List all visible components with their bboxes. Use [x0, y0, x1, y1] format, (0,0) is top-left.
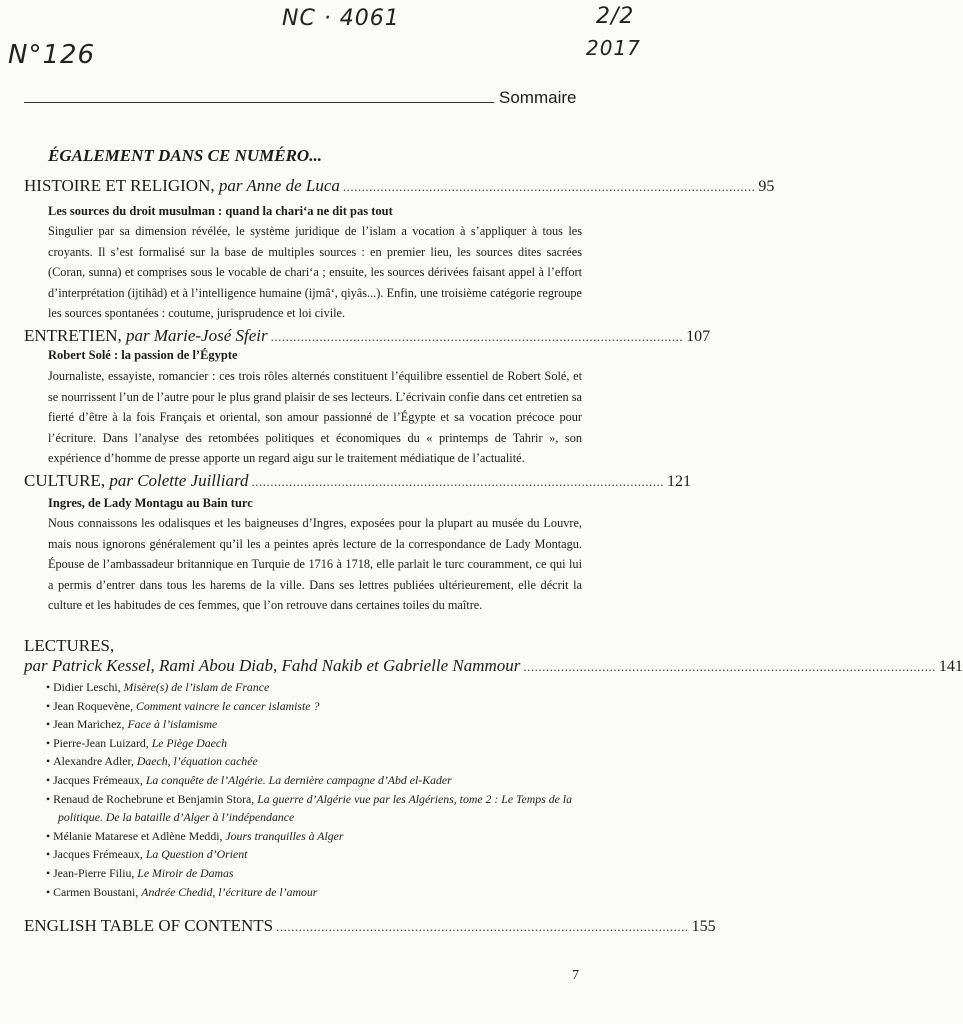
- leader-dots: ..............................................................................................................: [523, 659, 936, 674]
- list-item: • Jean Roquevène, Comment vaincre le cancer islamiste ?: [46, 697, 594, 716]
- article-summary: Journaliste, essayiste, romancier : ces trois rôles alternés constituent l’équilibre essentiel de Robert Solé, et se nourrissent l’un de l’autre pour le plus grand plaisir de ses lecteurs. L’écrivain confie dans cet entretien sa fierté d’être à la fois Français et oriental, son amour passionné de l’Égypte et sa vocation précoce pour l’écriture. Dans l’analyse des retombées politiques et économiques du « printemps de Tahrir », son expérience d’homme de presse apporte un regard aigu sur le traitement médiatique de l’actualité.: [48, 369, 582, 465]
- page-ref: 95: [758, 178, 775, 195]
- handwritten-call-number: NC · 4061: [282, 6, 400, 31]
- article-title: Les sources du droit musulman : quand la chari‘a ne dit pas tout: [48, 204, 393, 218]
- list-item: • Jean-Pierre Filiu, Le Miroir de Damas: [46, 864, 594, 883]
- section-author: par Patrick Kessel, Rami Abou Diab, Fahd Nakib et Gabrielle Nammour: [24, 656, 521, 675]
- section-name: CULTURE,: [24, 471, 106, 490]
- book-review-list: [46, 678, 594, 901]
- section-name: ENGLISH TABLE OF CONTENTS: [24, 916, 274, 935]
- handwritten-issue-number: N°126: [8, 40, 96, 70]
- also-in-issue-heading: ÉGALEMENT DANS CE NUMÉRO...: [48, 146, 322, 165]
- toc-entry-histoire[interactable]: [24, 176, 775, 196]
- list-item: • Pierre-Jean Luizard, Le Piège Daech: [46, 734, 594, 753]
- section-name: ENTRETIEN,: [24, 326, 122, 345]
- page-ref: 141: [938, 658, 963, 675]
- section-author: par Anne de Luca: [218, 176, 340, 195]
- article-title: Ingres, de Lady Montagu au Bain turc: [48, 496, 253, 510]
- handwritten-fraction: 2/2: [596, 4, 635, 29]
- section-author: par Colette Juilliard: [109, 471, 249, 490]
- article-title: Robert Solé : la passion de l’Égypte: [48, 348, 238, 362]
- page-header-title: Sommaire: [499, 88, 577, 107]
- list-item: • Jacques Frémeaux, La Question d’Orient: [46, 845, 594, 864]
- toc-entry-culture[interactable]: [24, 471, 691, 491]
- list-item: • Mélanie Matarese et Adlène Meddi, Jours tranquilles à Alger: [46, 827, 594, 846]
- section-name-lectures: LECTURES,: [24, 636, 115, 655]
- header-rule: [24, 102, 494, 103]
- page-number: 7: [572, 968, 579, 983]
- list-item: • Alexandre Adler, Daech, l’équation cachée: [46, 752, 594, 771]
- article-summary: Singulier par sa dimension révélée, le système juridique de l’islam a vocation à s’appliquer à tous les croyants. Il s’est formalisé sur la base de multiples sources : en premier lieu, les sources dites sacrées (Coran, sunna) et comprises sous le vocable de chari‘a ; ensuite, les sources dérivées faisant appel à l’effort d’interprétation (ijtihâd) et à l’intelligence humaine (ijmâ‘, qiyâs...). Enfin, une troisième catégorie regroupe les sources spontanées : coutume, jurisprudence et loi civile.: [48, 224, 582, 320]
- leader-dots: ..............................................................................................................: [251, 474, 664, 489]
- page-ref: 121: [666, 473, 691, 490]
- list-item: • Renaud de Rochebrune et Benjamin Stora, La guerre d’Algérie vue par les Algériens, tome 2 : Le Temps de la politique. De la bataille d’Alger à l’indépendance: [46, 790, 594, 827]
- list-item: • Jean Marichez, Face à l’islamisme: [46, 715, 594, 734]
- page-ref: 155: [691, 918, 716, 935]
- section-name: HISTOIRE ET RELIGION,: [24, 176, 215, 195]
- page-ref: 107: [686, 328, 711, 345]
- article-summary: Nous connaissons les odalisques et les baigneuses d’Ingres, exposées pour la plupart au musée du Louvre, mais nous ignorons généralement qu’il les a peintes après lecture de la correspondance de Lady Montagu. Épouse de l’ambassadeur britannique en Turquie de 1716 à 1718, elle parlait le turc couramment, ce qui lui a permis d’entrer dans tous les harems de la ville. Dans ses lettres publiées ultérieurement, elle décrit la culture et les habitudes de ces femmes, que l’on retrouve dans certaines toiles du maître.: [48, 516, 582, 612]
- section-author: par Marie-José Sfeir: [125, 326, 268, 345]
- toc-entry-entretien[interactable]: [24, 326, 711, 346]
- list-item: • Carmen Boustani, Andrée Chedid, l’écriture de l’amour: [46, 883, 594, 902]
- toc-entry-english[interactable]: [24, 916, 716, 936]
- list-item: • Didier Leschi, Misère(s) de l’islam de France: [46, 678, 594, 697]
- toc-entry-lectures[interactable]: [24, 656, 963, 676]
- leader-dots: ..............................................................................................................: [276, 919, 689, 934]
- handwritten-year: 2017: [586, 36, 641, 60]
- leader-dots: ..............................................................................................................: [342, 179, 756, 194]
- list-item: • Jacques Frémeaux, La conquête de l’Algérie. La dernière campagne d’Abd el-Kader: [46, 771, 594, 790]
- leader-dots: ..............................................................................................................: [270, 329, 684, 344]
